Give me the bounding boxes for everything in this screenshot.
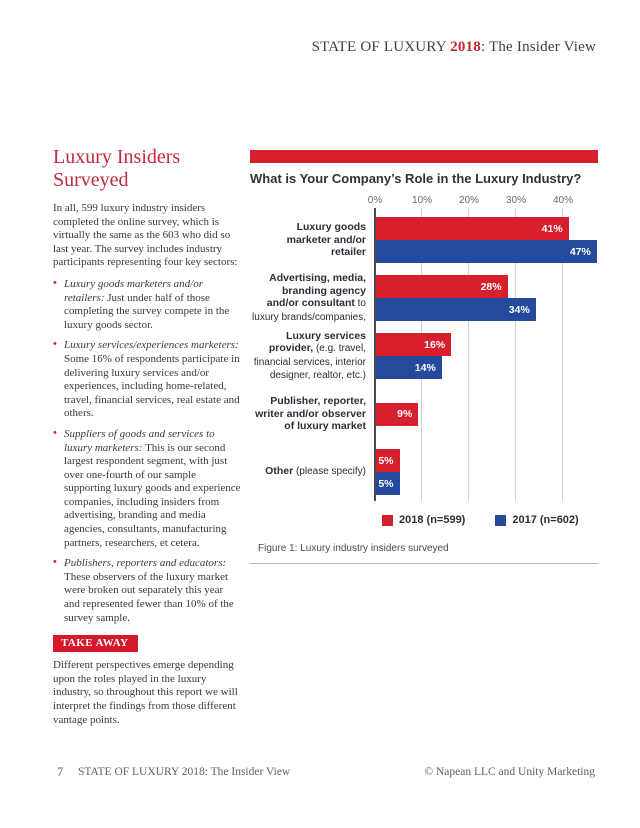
header-title-suffix: : The Insider View (480, 39, 596, 55)
bar-value-label: 5% (378, 477, 394, 490)
legend-item (495, 514, 578, 526)
bar-group (376, 275, 536, 321)
category-label-sub: (please specify) (293, 466, 366, 478)
page-number: 7 (57, 765, 64, 779)
list-item (53, 557, 241, 625)
bar-group (376, 403, 418, 426)
bar-value-label: 41% (541, 222, 563, 235)
bar-group (376, 333, 451, 379)
category-label-sub: to luxury brands/companies, (252, 298, 366, 323)
bar-2018 (376, 275, 508, 298)
x-axis-tick-label: 0% (367, 195, 383, 206)
article-heading: Luxury Insiders Surveyed (53, 146, 181, 191)
bar-value-label: 28% (480, 280, 502, 293)
bullet-lead: Suppliers of goods and services to luxury marketers: (64, 427, 215, 454)
category-label (250, 272, 366, 324)
x-axis-tick-label: 10% (411, 195, 433, 206)
bar-group (376, 449, 400, 495)
chart-legend (382, 514, 598, 526)
section-divider (250, 563, 598, 564)
category-label (250, 330, 366, 383)
legend-swatch-2017 (495, 515, 506, 526)
chart-category-row (250, 211, 598, 269)
article-column (53, 146, 241, 727)
bar-2018 (376, 403, 418, 426)
bullet-lead: Luxury goods marketers and/or retailers: (64, 277, 204, 304)
chart-title: What is Your Company’s Role in the Luxury Industry? (250, 171, 582, 186)
category-label-sub: (e.g. travel, financial services, interior designer, realtor, etc.) (253, 343, 366, 381)
category-label (250, 221, 366, 259)
category-label-main: Advertising, media, branding agency and/or consultant (266, 272, 366, 309)
bar-value-label: 5% (378, 454, 394, 467)
article-intro: In all, 599 luxury industry insiders completed the online survey, which is virtually the same as the 603 who did so last year. The survey includes industry participants representing four key sectors: (53, 202, 238, 269)
bullet-text: These observers of the luxury market were broken out separately this year and represented fewer than 10% of the survey sample. (64, 570, 234, 624)
bar-value-label: 14% (414, 361, 436, 374)
x-axis-tick-label: 40% (552, 195, 574, 206)
bar-value-label: 16% (424, 338, 446, 351)
bar-value-label: 9% (397, 408, 413, 420)
chart-x-ticks (250, 195, 598, 211)
footer-copyright: © Napean LLC and Unity Marketing (424, 766, 595, 778)
chart-accent-bar (250, 150, 598, 163)
list-item (53, 339, 241, 421)
header-title-year: 2018 (450, 39, 481, 55)
legend-label: 2018 (n=599) (399, 514, 466, 526)
category-label-main: Publisher, reporter, writer and/or observer of luxury market (255, 395, 366, 433)
bar-2017 (376, 240, 597, 263)
bullet-lead: Publishers, reporters and educators: (64, 557, 227, 570)
category-label-main: Other (265, 465, 294, 478)
page-footer (0, 766, 640, 786)
chart-category-row (250, 443, 598, 501)
category-label-main: Luxury services provider, (268, 329, 366, 354)
list-item (53, 428, 241, 550)
bar-value-label: 34% (508, 303, 530, 316)
x-axis-tick-label: 30% (505, 195, 527, 206)
legend-label: 2017 (n=602) (512, 514, 579, 526)
takeaway-text: Different perspectives emerge depending upon the roles played in the luxury industry, so throughout this report we will interpret the findings from those different vantage points. (53, 659, 238, 726)
footer-left-text: STATE OF LUXURY 2018: The Insider View (78, 766, 291, 778)
takeaway-badge: TAKE AWAY (53, 635, 138, 652)
page-header-title (312, 39, 596, 56)
bullet-text: Some 16% of respondents participate in delivering luxury services and/or experiences, including home-related, travel, financial services, real estate and others. (64, 352, 240, 420)
bar-2017 (376, 298, 536, 321)
header-title-prefix: STATE OF LUXURY (311, 39, 451, 55)
bar-2017 (376, 356, 442, 379)
x-axis-tick-label: 20% (458, 195, 480, 206)
bar-2018 (376, 333, 451, 356)
category-label-main: Luxury goods marketer and/or retailer (286, 221, 366, 259)
chart-area (250, 195, 598, 501)
category-label (250, 395, 366, 433)
figure-caption: Figure 1: Luxury industry insiders surveyed (258, 543, 449, 554)
bullet-lead: Luxury services/experiences marketers: (64, 339, 239, 352)
legend-item (382, 514, 465, 526)
chart-category-row (250, 327, 598, 385)
category-label (250, 465, 366, 479)
chart-plot (250, 211, 598, 501)
chart-category-row (250, 269, 598, 327)
bar-2018 (376, 449, 400, 472)
bullet-text: Just under half of those completing the survey compete in the luxury goods sector. (64, 291, 230, 331)
bar-2017 (376, 472, 400, 495)
chart-category-row (250, 385, 598, 443)
legend-swatch-2018 (382, 515, 393, 526)
figure-column (250, 150, 598, 564)
bar-value-label: 47% (569, 245, 591, 258)
bar-2018 (376, 217, 569, 240)
list-item (53, 278, 241, 332)
bar-group (376, 217, 597, 263)
bullet-text: This is our second largest respondent segment, with just over one-fourth of our sample supporting luxury goods and experience companies, including insiders from advertising, branding and media agencies, consultants, manufacturing partners, researchers, et cetera. (64, 441, 241, 549)
sector-bullet-list (53, 278, 241, 625)
